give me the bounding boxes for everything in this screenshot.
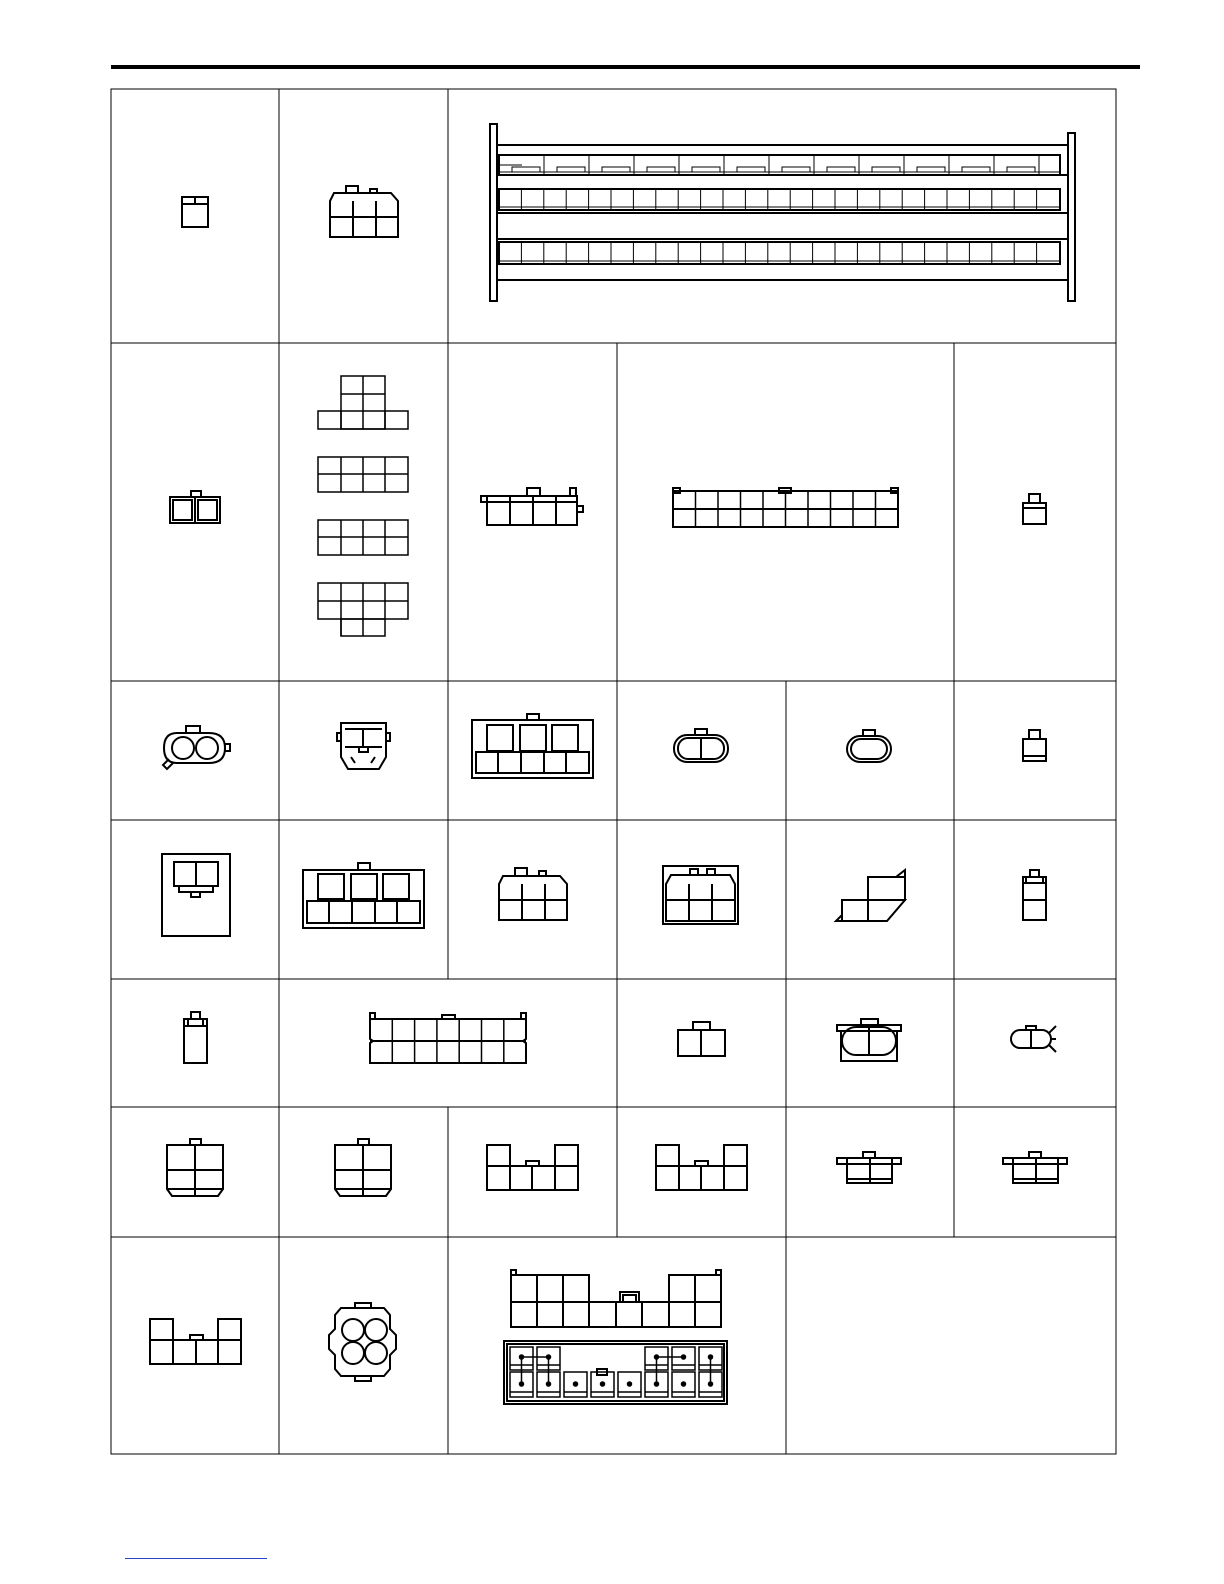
connector-c29-drawing [617, 1107, 786, 1237]
connector-c32 [111, 1237, 279, 1454]
connector-c12-drawing [617, 681, 786, 820]
connector-c32-drawing [111, 1237, 279, 1454]
connector-c11 [448, 681, 617, 820]
connector-c01-drawing [111, 89, 279, 343]
connector-c31 [954, 1107, 1116, 1237]
connector-c09-drawing [111, 681, 279, 820]
connector-c16-drawing [279, 820, 448, 979]
connector-c23-drawing [617, 979, 786, 1107]
connector-c33-drawing [279, 1237, 448, 1454]
connector-c19 [786, 820, 954, 979]
connector-c10-drawing [279, 681, 448, 820]
connector-c02-drawing [279, 89, 448, 343]
connector-c20-drawing [954, 820, 1116, 979]
connector-c03-drawing [448, 89, 1116, 343]
connector-c20 [954, 820, 1116, 979]
connector-c21 [111, 979, 279, 1107]
connector-c14-drawing [954, 681, 1116, 820]
connector-c24-drawing [786, 979, 954, 1107]
connector-c15 [111, 820, 279, 979]
connector-c03 [448, 89, 1116, 343]
connector-c02 [279, 89, 448, 343]
connector-c29 [617, 1107, 786, 1237]
connector-c06 [448, 343, 617, 681]
connector-c28 [448, 1107, 617, 1237]
connector-c11-drawing [448, 681, 617, 820]
connector-c27 [279, 1107, 448, 1237]
connector-c22-drawing [279, 979, 617, 1107]
connector-c06-drawing [448, 343, 617, 681]
connector-c13 [786, 681, 954, 820]
connector-c13-drawing [786, 681, 954, 820]
connector-c34 [448, 1237, 786, 1454]
connector-c10 [279, 681, 448, 820]
connector-c07 [617, 343, 954, 681]
connector-c05 [279, 343, 448, 681]
connector-c08-drawing [954, 343, 1116, 681]
connector-c17-drawing [448, 820, 617, 979]
footer-rule [125, 1558, 267, 1559]
connector-c17 [448, 820, 617, 979]
connector-c04 [111, 343, 279, 681]
connector-c31-drawing [954, 1107, 1116, 1237]
connector-c04-drawing [111, 343, 279, 681]
connector-c09 [111, 681, 279, 820]
connector-c18-drawing [617, 820, 786, 979]
connector-c19-drawing [786, 820, 954, 979]
connector-c15-drawing [111, 820, 279, 979]
connector-c25-drawing [954, 979, 1116, 1107]
connector-c21-drawing [111, 979, 279, 1107]
connector-c28-drawing [448, 1107, 617, 1237]
connector-c23 [617, 979, 786, 1107]
connector-c22 [279, 979, 617, 1107]
connector-c01 [111, 89, 279, 343]
connector-c33 [279, 1237, 448, 1454]
connector-c08 [954, 343, 1116, 681]
connector-c27-drawing [279, 1107, 448, 1237]
connector-c34-drawing [448, 1237, 786, 1454]
connector-c30-drawing [786, 1107, 954, 1237]
connector-c16 [279, 820, 448, 979]
connector-c25 [954, 979, 1116, 1107]
connector-c14 [954, 681, 1116, 820]
connector-c24 [786, 979, 954, 1107]
connector-c05-drawing [279, 343, 448, 681]
connector-c30 [786, 1107, 954, 1237]
connector-c18 [617, 820, 786, 979]
connector-c26 [111, 1107, 279, 1237]
connector-c07-drawing [617, 343, 954, 681]
connector-c12 [617, 681, 786, 820]
connector-c26-drawing [111, 1107, 279, 1237]
